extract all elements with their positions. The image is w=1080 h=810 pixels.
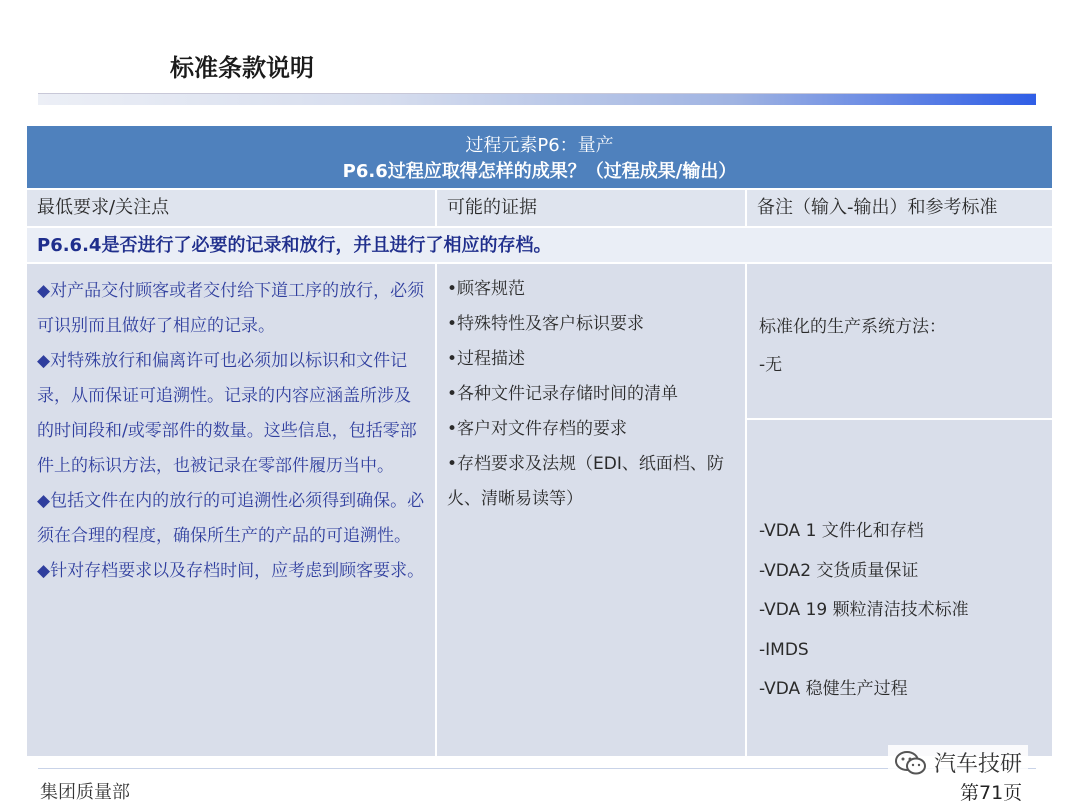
clause-table — [27, 126, 1052, 756]
evidence-item: •过程描述 — [447, 349, 526, 369]
slide-title: 标准条款说明 — [170, 54, 314, 82]
reference-standard: -IMDS — [759, 639, 809, 660]
title-underline-bar — [38, 93, 1036, 105]
note-line: -无 — [759, 355, 783, 375]
evidence-item: •各种文件记录存储时间的清单 — [447, 384, 679, 404]
reference-standard: -VDA 稳健生产过程 — [759, 679, 908, 699]
header-process-element: 过程元素P6：量产 — [465, 135, 614, 156]
requirement-item: ◆对产品交付顾客或者交付给下道工序的放行，必须可识别而且做好了相应的记录。 — [37, 281, 425, 336]
requirement-item: ◆包括文件在内的放行的可追溯性必须得到确保。必须在合理的程度，确保所生产的产品的可追溯性。 — [37, 491, 425, 546]
evidence-item: •顾客规范 — [447, 279, 526, 299]
requirement-item: ◆针对存档要求以及存档时间，应考虑到顾客要求。 — [37, 561, 425, 581]
notes-cell — [747, 264, 1052, 756]
evidence-item: •客户对文件存档的要求 — [447, 419, 628, 439]
reference-standard: -VDA2 交货质量保证 — [759, 560, 919, 581]
notes-top-cell — [747, 264, 1052, 420]
footer-department: 集团质量部 — [40, 782, 130, 803]
reference-standard: -VDA 19 颗粒清洁技术标准 — [759, 600, 969, 620]
evidence-item: •特殊特性及客户标识要求 — [447, 314, 645, 334]
wechat-watermark — [888, 745, 1028, 780]
footer-divider — [38, 768, 1036, 769]
note-line: 标准化的生产系统方法： — [759, 317, 946, 337]
question-row: P6.6.4是否进行了必要的记录和放行，并且进行了相应的存档。 — [27, 228, 1052, 264]
watermark-text: 汽车技研 — [934, 752, 1023, 777]
table-header-band — [27, 126, 1052, 190]
notes-bottom-cell — [747, 420, 1052, 756]
requirement-item: ◆对特殊放行和偏离许可也必须加以标识和文件记录，从而保证可追溯性。记录的内容应涵盖所涉及的时间段和/或零部件的数量。这些信息，包括零部件上的标识方法，也被记录在零部件履历当中。 — [37, 351, 417, 476]
requirements-cell — [27, 264, 437, 756]
column-header-row — [27, 190, 1052, 228]
column-header-notes: 备注（输入-输出）和参考标准 — [757, 197, 998, 218]
header-question-group: P6.6过程应取得怎样的成果？（过程成果/输出） — [342, 161, 737, 182]
column-header-evidence: 可能的证据 — [437, 190, 747, 226]
evidence-cell — [437, 264, 747, 756]
table-body-row — [27, 264, 1052, 756]
column-header-requirements: 最低要求/关注点 — [27, 190, 437, 226]
page-number: 第71页 — [960, 782, 1023, 804]
wechat-icon — [894, 749, 928, 777]
evidence-item: •存档要求及法规（EDI、纸面档、防火、清晰易读等） — [447, 454, 724, 509]
reference-standard: -VDA 1 文件化和存档 — [759, 521, 924, 541]
